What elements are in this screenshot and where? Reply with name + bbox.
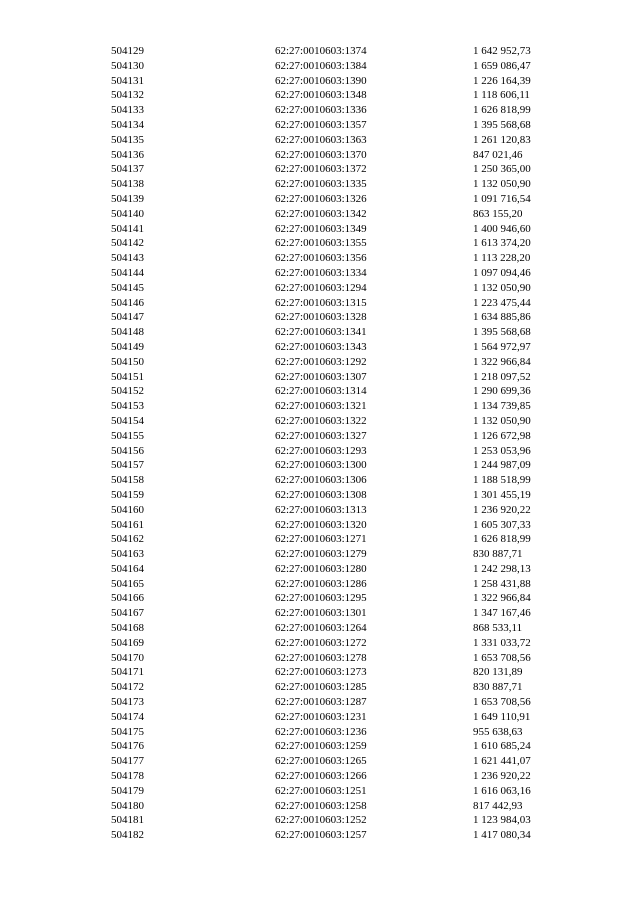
- table-row: [111, 606, 553, 621]
- value-cell: 1 118 606,11: [473, 89, 530, 102]
- value-cell: 1 132 050,90: [473, 178, 531, 191]
- value-cell: 820 131,89: [473, 666, 523, 679]
- row-number-cell: 504152: [111, 385, 144, 398]
- row-number-cell: 504166: [111, 592, 144, 605]
- table-row: [111, 651, 553, 666]
- row-number-cell: 504142: [111, 237, 144, 250]
- cadastral-number-cell: 62:27:0010603:1236: [275, 725, 367, 738]
- cadastral-number-cell: 62:27:0010603:1313: [275, 503, 367, 516]
- value-cell: 1 642 952,73: [473, 45, 531, 57]
- table-row: [111, 222, 553, 237]
- cadastral-number-cell: 62:27:0010603:1349: [275, 222, 367, 235]
- cadastral-number-cell: 62:27:0010603:1355: [275, 237, 367, 250]
- cadastral-number-cell: 62:27:0010603:1374: [275, 45, 367, 57]
- value-cell: 1 134 739,85: [473, 400, 531, 413]
- row-number-cell: 504134: [111, 118, 144, 131]
- table-row: [111, 621, 553, 636]
- table-row: [111, 769, 553, 784]
- value-cell: 1 653 708,56: [473, 651, 531, 664]
- value-cell: 830 887,71: [473, 548, 523, 561]
- value-cell: 1 417 080,34: [473, 829, 531, 842]
- value-cell: 1 331 033,72: [473, 636, 531, 649]
- table-row: [111, 665, 553, 680]
- table-row: [111, 754, 553, 769]
- value-cell: 1 616 063,16: [473, 784, 531, 797]
- cadastral-number-cell: 62:27:0010603:1293: [275, 444, 367, 457]
- value-cell: 1 659 086,47: [473, 59, 531, 72]
- cadastral-number-cell: 62:27:0010603:1370: [275, 148, 367, 161]
- row-number-cell: 504178: [111, 770, 144, 783]
- table-row: [111, 680, 553, 695]
- value-cell: 955 638,63: [473, 725, 523, 738]
- table-row: [111, 813, 553, 828]
- cadastral-number-cell: 62:27:0010603:1252: [275, 814, 367, 827]
- cadastral-number-cell: 62:27:0010603:1336: [275, 104, 367, 117]
- row-number-cell: 504167: [111, 607, 144, 620]
- table-row: [111, 281, 553, 296]
- cadastral-number-cell: 62:27:0010603:1363: [275, 133, 367, 146]
- value-cell: 1 188 518,99: [473, 474, 531, 487]
- row-number-cell: 504159: [111, 488, 144, 501]
- row-number-cell: 504149: [111, 340, 144, 353]
- cadastral-number-cell: 62:27:0010603:1334: [275, 266, 367, 279]
- cadastral-number-cell: 62:27:0010603:1265: [275, 755, 367, 768]
- value-cell: 817 442,93: [473, 799, 523, 812]
- cadastral-number-cell: 62:27:0010603:1390: [275, 74, 367, 87]
- row-number-cell: 504150: [111, 355, 144, 368]
- cadastral-number-cell: 62:27:0010603:1320: [275, 518, 367, 531]
- table-row: [111, 370, 553, 385]
- cadastral-number-cell: 62:27:0010603:1278: [275, 651, 367, 664]
- value-cell: 1 626 818,99: [473, 533, 531, 546]
- value-cell: 1 649 110,91: [473, 710, 531, 723]
- table-row: [111, 310, 553, 325]
- cadastral-number-cell: 62:27:0010603:1308: [275, 488, 367, 501]
- table-row: [111, 547, 553, 562]
- cadastral-number-cell: 62:27:0010603:1280: [275, 562, 367, 575]
- row-number-cell: 504151: [111, 370, 144, 383]
- cadastral-number-cell: 62:27:0010603:1342: [275, 207, 367, 220]
- table-row: [111, 414, 553, 429]
- table-row: [111, 636, 553, 651]
- cadastral-number-cell: 62:27:0010603:1266: [275, 770, 367, 783]
- value-cell: 1 626 818,99: [473, 104, 531, 117]
- row-number-cell: 504160: [111, 503, 144, 516]
- cadastral-number-cell: 62:27:0010603:1327: [275, 429, 367, 442]
- cadastral-number-cell: 62:27:0010603:1372: [275, 163, 367, 176]
- table-row: [111, 296, 553, 311]
- row-number-cell: 504162: [111, 533, 144, 546]
- table-row: [111, 799, 553, 814]
- cadastral-number-cell: 62:27:0010603:1272: [275, 636, 367, 649]
- cadastral-number-cell: 62:27:0010603:1326: [275, 192, 367, 205]
- cadastral-number-cell: 62:27:0010603:1287: [275, 696, 367, 709]
- value-cell: 1 301 455,19: [473, 488, 531, 501]
- cadastral-number-cell: 62:27:0010603:1348: [275, 89, 367, 102]
- row-number-cell: 504177: [111, 755, 144, 768]
- row-number-cell: 504129: [111, 45, 144, 57]
- value-cell: 1 258 431,88: [473, 577, 531, 590]
- row-number-cell: 504139: [111, 192, 144, 205]
- row-number-cell: 504164: [111, 562, 144, 575]
- row-number-cell: 504171: [111, 666, 144, 679]
- value-cell: 1 126 672,98: [473, 429, 531, 442]
- cadastral-number-cell: 62:27:0010603:1295: [275, 592, 367, 605]
- cadastral-value-table: [111, 44, 553, 843]
- row-number-cell: 504175: [111, 725, 144, 738]
- table-row: [111, 695, 553, 710]
- table-row: [111, 784, 553, 799]
- table-row: [111, 59, 553, 74]
- value-cell: 1 621 441,07: [473, 755, 531, 768]
- cadastral-number-cell: 62:27:0010603:1258: [275, 799, 367, 812]
- row-number-cell: 504141: [111, 222, 144, 235]
- table-row: [111, 103, 553, 118]
- value-cell: 1 610 685,24: [473, 740, 531, 753]
- value-cell: 1 223 475,44: [473, 296, 531, 309]
- row-number-cell: 504155: [111, 429, 144, 442]
- value-cell: 1 322 966,84: [473, 592, 531, 605]
- row-number-cell: 504148: [111, 326, 144, 339]
- cadastral-number-cell: 62:27:0010603:1259: [275, 740, 367, 753]
- value-cell: 868 533,11: [473, 622, 523, 635]
- value-cell: 1 395 568,68: [473, 118, 531, 131]
- row-number-cell: 504169: [111, 636, 144, 649]
- table-row: [111, 251, 553, 266]
- value-cell: 1 653 708,56: [473, 696, 531, 709]
- cadastral-number-cell: 62:27:0010603:1321: [275, 400, 367, 413]
- table-row: [111, 355, 553, 370]
- row-number-cell: 504133: [111, 104, 144, 117]
- table-body: [111, 44, 553, 843]
- value-cell: 1 091 716,54: [473, 192, 531, 205]
- table-row: [111, 266, 553, 281]
- row-number-cell: 504176: [111, 740, 144, 753]
- table-row: [111, 74, 553, 89]
- value-cell: 1 613 374,20: [473, 237, 531, 250]
- cadastral-number-cell: 62:27:0010603:1315: [275, 296, 367, 309]
- cadastral-number-cell: 62:27:0010603:1341: [275, 326, 367, 339]
- table-row: [111, 429, 553, 444]
- value-cell: 1 236 920,22: [473, 503, 531, 516]
- cadastral-number-cell: 62:27:0010603:1328: [275, 311, 367, 324]
- row-number-cell: 504168: [111, 622, 144, 635]
- table-row: [111, 458, 553, 473]
- value-cell: 1 634 885,86: [473, 311, 531, 324]
- table-row: [111, 591, 553, 606]
- table-row: [111, 562, 553, 577]
- row-number-cell: 504153: [111, 400, 144, 413]
- table-row: [111, 488, 553, 503]
- row-number-cell: 504135: [111, 133, 144, 146]
- row-number-cell: 504136: [111, 148, 144, 161]
- row-number-cell: 504163: [111, 548, 144, 561]
- cadastral-number-cell: 62:27:0010603:1335: [275, 178, 367, 191]
- value-cell: 863 155,20: [473, 207, 523, 220]
- table-row: [111, 725, 553, 740]
- cadastral-number-cell: 62:27:0010603:1314: [275, 385, 367, 398]
- row-number-cell: 504161: [111, 518, 144, 531]
- cadastral-number-cell: 62:27:0010603:1356: [275, 252, 367, 265]
- cadastral-number-cell: 62:27:0010603:1273: [275, 666, 367, 679]
- row-number-cell: 504182: [111, 829, 144, 842]
- value-cell: 1 244 987,09: [473, 459, 531, 472]
- row-number-cell: 504137: [111, 163, 144, 176]
- table-row: [111, 473, 553, 488]
- table-row: [111, 148, 553, 163]
- row-number-cell: 504170: [111, 651, 144, 664]
- value-cell: 1 290 699,36: [473, 385, 531, 398]
- cadastral-number-cell: 62:27:0010603:1294: [275, 281, 367, 294]
- table-row: [111, 177, 553, 192]
- table-row: [111, 577, 553, 592]
- table-row: [111, 532, 553, 547]
- value-cell: 1 123 984,03: [473, 814, 531, 827]
- cadastral-number-cell: 62:27:0010603:1306: [275, 474, 367, 487]
- value-cell: 1 564 972,97: [473, 340, 531, 353]
- row-number-cell: 504157: [111, 459, 144, 472]
- value-cell: 1 605 307,33: [473, 518, 531, 531]
- cadastral-number-cell: 62:27:0010603:1286: [275, 577, 367, 590]
- row-number-cell: 504138: [111, 178, 144, 191]
- table-row: [111, 503, 553, 518]
- cadastral-number-cell: 62:27:0010603:1322: [275, 414, 367, 427]
- table-row: [111, 399, 553, 414]
- cadastral-number-cell: 62:27:0010603:1384: [275, 59, 367, 72]
- row-number-cell: 504130: [111, 59, 144, 72]
- table-row: [111, 133, 553, 148]
- cadastral-number-cell: 62:27:0010603:1231: [275, 710, 367, 723]
- row-number-cell: 504144: [111, 266, 144, 279]
- value-cell: 1 226 164,39: [473, 74, 531, 87]
- table-row: [111, 236, 553, 251]
- table-row: [111, 739, 553, 754]
- value-cell: 1 218 097,52: [473, 370, 531, 383]
- table-row: [111, 444, 553, 459]
- table-row: [111, 384, 553, 399]
- value-cell: 1 236 920,22: [473, 770, 531, 783]
- row-number-cell: 504179: [111, 784, 144, 797]
- cadastral-number-cell: 62:27:0010603:1279: [275, 548, 367, 561]
- row-number-cell: 504180: [111, 799, 144, 812]
- cadastral-number-cell: 62:27:0010603:1257: [275, 829, 367, 842]
- cadastral-number-cell: 62:27:0010603:1292: [275, 355, 367, 368]
- cadastral-number-cell: 62:27:0010603:1300: [275, 459, 367, 472]
- row-number-cell: 504174: [111, 710, 144, 723]
- value-cell: 1 395 568,68: [473, 326, 531, 339]
- table-row: [111, 340, 553, 355]
- table-row: [111, 325, 553, 340]
- value-cell: 847 021,46: [473, 148, 523, 161]
- cadastral-number-cell: 62:27:0010603:1271: [275, 533, 367, 546]
- value-cell: 1 400 946,60: [473, 222, 531, 235]
- table-row: [111, 207, 553, 222]
- value-cell: 1 132 050,90: [473, 281, 531, 294]
- value-cell: 1 250 365,00: [473, 163, 531, 176]
- value-cell: 1 097 094,46: [473, 266, 531, 279]
- value-cell: 1 242 298,13: [473, 562, 531, 575]
- cadastral-number-cell: 62:27:0010603:1357: [275, 118, 367, 131]
- row-number-cell: 504140: [111, 207, 144, 220]
- row-number-cell: 504158: [111, 474, 144, 487]
- cadastral-number-cell: 62:27:0010603:1251: [275, 784, 367, 797]
- table-row: [111, 828, 553, 843]
- row-number-cell: 504145: [111, 281, 144, 294]
- row-number-cell: 504181: [111, 814, 144, 827]
- table-row: [111, 192, 553, 207]
- table-row: [111, 710, 553, 725]
- value-cell: 1 132 050,90: [473, 414, 531, 427]
- row-number-cell: 504156: [111, 444, 144, 457]
- table-row: [111, 162, 553, 177]
- cadastral-number-cell: 62:27:0010603:1343: [275, 340, 367, 353]
- value-cell: 1 253 053,96: [473, 444, 531, 457]
- table-row: [111, 118, 553, 133]
- row-number-cell: 504143: [111, 252, 144, 265]
- cadastral-number-cell: 62:27:0010603:1285: [275, 681, 367, 694]
- row-number-cell: 504132: [111, 89, 144, 102]
- cadastral-number-cell: 62:27:0010603:1301: [275, 607, 367, 620]
- cadastral-number-cell: 62:27:0010603:1264: [275, 622, 367, 635]
- cadastral-number-cell: 62:27:0010603:1307: [275, 370, 367, 383]
- row-number-cell: 504165: [111, 577, 144, 590]
- row-number-cell: 504172: [111, 681, 144, 694]
- row-number-cell: 504131: [111, 74, 144, 87]
- value-cell: 1 347 167,46: [473, 607, 531, 620]
- row-number-cell: 504154: [111, 414, 144, 427]
- row-number-cell: 504147: [111, 311, 144, 324]
- value-cell: 830 887,71: [473, 681, 523, 694]
- value-cell: 1 322 966,84: [473, 355, 531, 368]
- table-row: [111, 518, 553, 533]
- value-cell: 1 261 120,83: [473, 133, 531, 146]
- table-row: [111, 88, 553, 103]
- table-row: [111, 44, 553, 59]
- row-number-cell: 504146: [111, 296, 144, 309]
- value-cell: 1 113 228,20: [473, 252, 531, 265]
- row-number-cell: 504173: [111, 696, 144, 709]
